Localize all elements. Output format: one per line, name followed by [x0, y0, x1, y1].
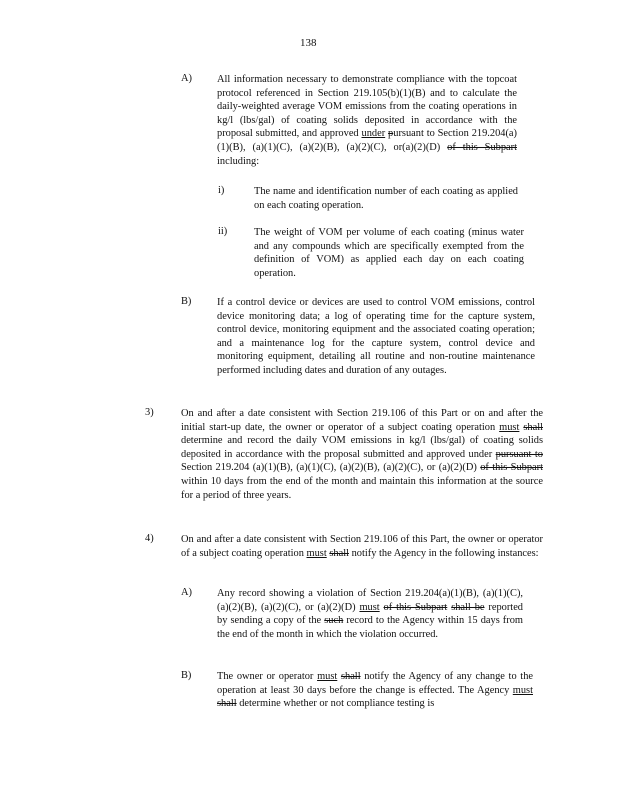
page-number: 138	[300, 37, 317, 49]
item-4-deleted-shall: shall	[329, 547, 349, 559]
section-a-label: A)	[181, 73, 192, 84]
item-4-inserted-must: must	[306, 547, 327, 559]
item-4-sub-b-deleted-shall-2: shall	[217, 698, 237, 710]
item-3-label: 3)	[145, 407, 154, 418]
item-4-label: 4)	[145, 533, 154, 544]
section-a-inserted-under: under	[361, 128, 386, 140]
item-4-sub-a-inserted-must: must	[359, 601, 380, 613]
item-4-sub-a-deleted-such: such	[324, 615, 344, 627]
section-b-label: B)	[181, 296, 192, 307]
item-3-deleted-pursuant: pursuant to	[495, 448, 543, 460]
section-a-deleted-subpart: of this Subpart	[447, 141, 517, 153]
item-4-sub-b-deleted-shall-1: shall	[340, 671, 361, 682]
section-a-sub-i-text: The name and identification number of each coating as applied on each coating operation.	[254, 186, 518, 211]
item-4-sub-a-text: Any record showing a violation of Section 219.204(a)(1)(B), (a)(1)(C), (a)(2)(B), (a)(2)(C), or (a)(2)(D) must of this Subpart shall be reported by sending a copy of the such record to the Agency within 15 days from the end of the month in which the violation occurred.	[217, 588, 523, 640]
item-4-sub-a-deleted-shall-be: shall be	[451, 601, 485, 613]
item-4-sub-b-inserted-must-2: must	[512, 684, 533, 696]
item-4-sub-b-inserted-must-1: must	[317, 671, 338, 682]
section-a-deleted-pursuant: p	[388, 128, 394, 140]
item-3-text: On and after a date consistent with Section 219.106 of this Part or on and after the initial start-up date, the owner or operator of a subject coating operation must shall determine and record the daily VOM emissions in kg/l (lbs/gal) of coating solids deposited in accordance with the proposal submitted and approved under pursuant to Section 219.204 (a)(1)(B), (a)(1)(C), (a)(2)(B), (a)(2)(C), or (a)(2)(D) of this Subpart within 10 days from the end of the month and maintain this information at the source for a period of three years.	[181, 408, 543, 501]
item-3-deleted-shall: shall	[523, 421, 543, 433]
section-a-text-1: All information necessary to demonstrate compliance with the topcoat protocol referenced in Section 219.105(b)(1)(B) and to calculate the daily-weighted average VOM emissions from the coating operations in kg/l (lbs/gal) of coating solids deposited in accordance with the proposal submitted, and approved	[217, 74, 517, 140]
item-4-sub-a-deleted-subpart: of this Subpart	[383, 601, 448, 613]
item-4-text: On and after a date consistent with Section 219.106 of this Part, the owner or operator of a subject coating operation must shall notify the Agency in the following instances:	[181, 534, 543, 559]
section-a-sub-ii-text: The weight of VOM per volume of each coating (minus water and any compounds which are specifically exempted from the definition of VOM) as applied each day on each coating operation.	[254, 227, 524, 279]
section-b-text: If a control device or devices are used to control VOM emissions, control device monitoring data; a log of operating time for the capture system, control device, monitoring equipment and the associated coating operation; and a maintenance log for the capture system, control device and monitoring equipment, detailing all routine and non-routine maintenance performed including dates and duration of any outages.	[217, 297, 535, 376]
section-a-text: All information necessary to demonstrate compliance with the topcoat protocol referenced in Section 219.105(b)(1)(B) and to calculate the daily-weighted average VOM emissions from the coating operations in kg/l (lbs/gal) of coating solids deposited in accordance with the proposal submitted, and approved under pursuant to Section 219.204(a)(1)(B), (a)(1)(C), (a)(2)(B), (a)(2)(C), or(a)(2)(D) of this Subpart including:	[217, 74, 517, 167]
item-4-sub-b-text: The owner or operator must shall notify the Agency of any change to the operation at least 30 days before the change is effected. The Agency must shall determine whether or not compliance testing is	[217, 671, 533, 710]
item-3-inserted-must: must	[499, 421, 520, 433]
item-3-deleted-subpart: of this Subpart	[480, 462, 543, 474]
